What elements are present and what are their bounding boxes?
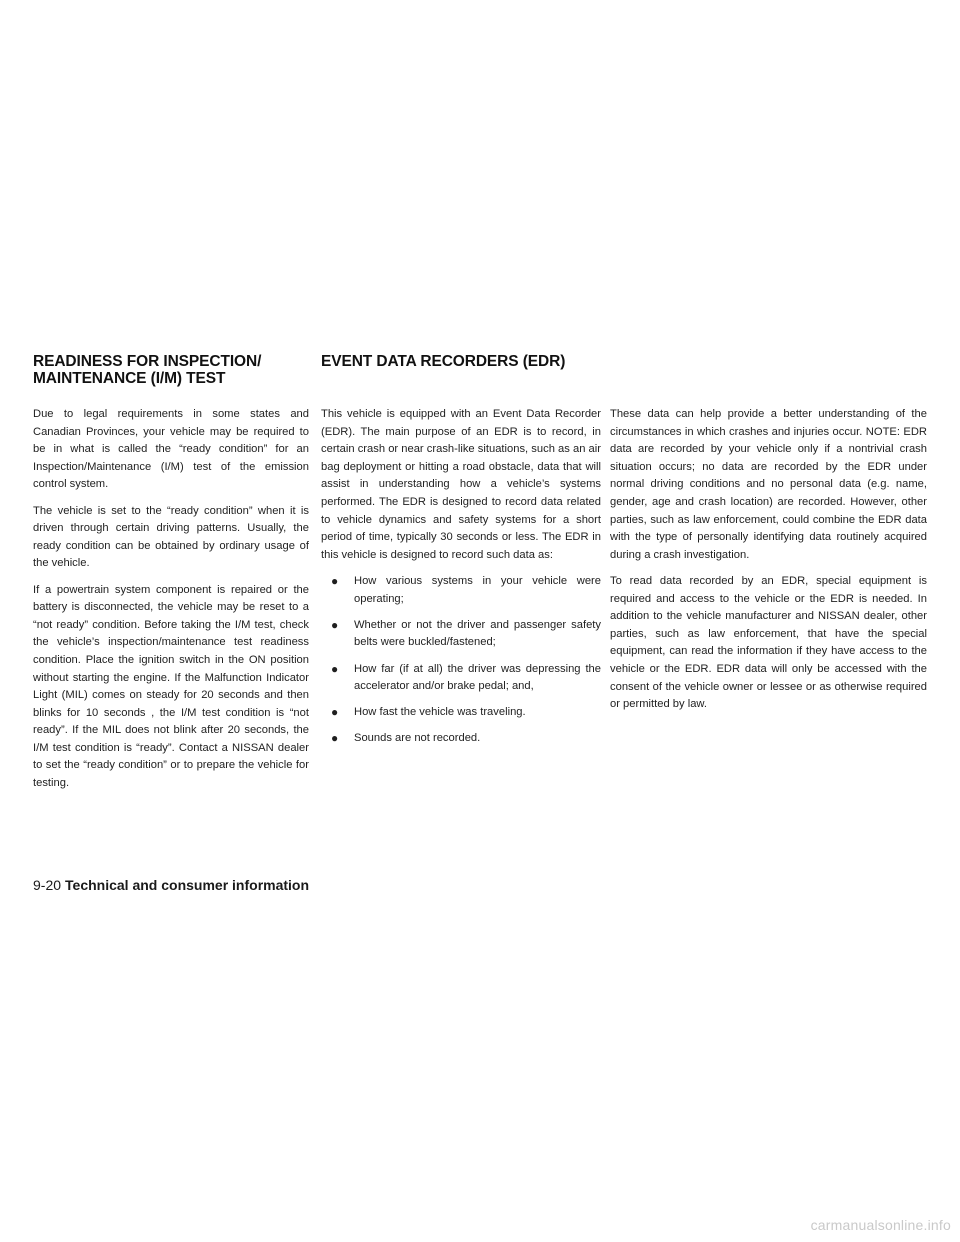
section-heading-im-test: [33, 353, 313, 387]
heading-line: MAINTENANCE (I/M) TEST: [33, 370, 226, 387]
paragraph: To read data recorded by an EDR, special equipment is required and access to the vehicle or the EDR is needed. In addition to the vehicle manufacturer and NISSAN dealer, other parties, such as law enforcement, that have the special equipment, can read the information if they have access to the vehicle or the EDR. EDR data will only be accessed with the consent of the vehicle owner or lessee or as otherwise required or permitted by law.: [610, 574, 927, 711]
list-item-text: Sounds are not recorded.: [354, 732, 481, 745]
list-item-text: Whether or not the driver and passenger safety belts were buckled/fastened;: [354, 618, 601, 649]
bullet-icon: ●: [331, 731, 339, 746]
list-item: [331, 617, 601, 652]
list-item-text: How fast the vehicle was traveling.: [354, 706, 526, 719]
edr-data-list: [331, 573, 601, 748]
list-item-text: How far (if at all) the driver was depressing the accelerator and/or brake pedal; and,: [354, 662, 601, 693]
page-footer: [33, 877, 309, 894]
list-item: [331, 573, 601, 608]
list-item: [331, 730, 601, 748]
column-edr-details: [610, 406, 927, 722]
paragraph: These data can help provide a better understanding of the circumstances in which crashes and injuries occur. NOTE: EDR data are recorded by your vehicle only if a nontrivial crash situation occurs; no data are recorded by the EDR under normal driving conditions and no personal data (e.g. name, gender, age and crash location) are recorded. However, other parties, such as law enforcement, could combine the EDR data with the type of personally identifying data routinely acquired during a crash investigation.: [610, 408, 927, 561]
bullet-icon: ●: [331, 617, 339, 632]
paragraph: If a powertrain system component is repaired or the battery is disconnected, the vehicle may be reset to a “not ready” condition. Before taking the I/M test, check the vehicle’s inspection/maintenance test readiness condition. Place the ignition switch in the ON position without starting the engine. If the Malfunction Indicator Light (MIL) comes on steady for 20 seconds and then blinks for 10 seconds , the I/M test condition is “not ready”. If the MIL does not blink after 20 seconds, the I/M test condition is “ready”. Contact a NISSAN dealer to set the “ready condition” or to prepare the vehicle for testing.: [33, 583, 309, 790]
heading-line: READINESS FOR INSPECTION/: [33, 353, 262, 370]
page-number: 9-20: [33, 877, 62, 893]
paragraph: Due to legal requirements in some states and Canadian Provinces, your vehicle may be required to be in what is called the “ready condition” for an Inspection/Maintenance (I/M) test of the emission control system.: [33, 408, 309, 491]
bullet-icon: ●: [331, 661, 339, 676]
list-item-text: How various systems in your vehicle were operating;: [354, 574, 601, 605]
column-im-test: [33, 406, 309, 801]
watermark: carmanualsonline.info: [810, 1217, 951, 1233]
bullet-icon: ●: [331, 705, 339, 720]
list-item: [331, 661, 601, 696]
section-heading-edr: EVENT DATA RECORDERS (EDR): [321, 353, 566, 370]
column-edr-intro: [321, 406, 601, 757]
paragraph: The vehicle is set to the “ready condition” when it is driven through certain driving patterns. Usually, the ready condition can be obtained by ordinary usage of the vehicle.: [33, 504, 309, 570]
paragraph: This vehicle is equipped with an Event Data Recorder (EDR). The main purpose of an EDR is to record, in certain crash or near crash-like situations, such as an air bag deployment or hitting a road obstacle, data that will assist in understanding how a vehicle’s systems performed. The EDR is designed to record data related to vehicle dynamics and safety systems for a short period of time, typically 30 seconds or less. The EDR in this vehicle is designed to record such data as:: [321, 408, 601, 561]
footer-section-title: Technical and consumer information: [65, 877, 310, 893]
list-item: [331, 704, 601, 722]
bullet-icon: ●: [331, 573, 339, 588]
